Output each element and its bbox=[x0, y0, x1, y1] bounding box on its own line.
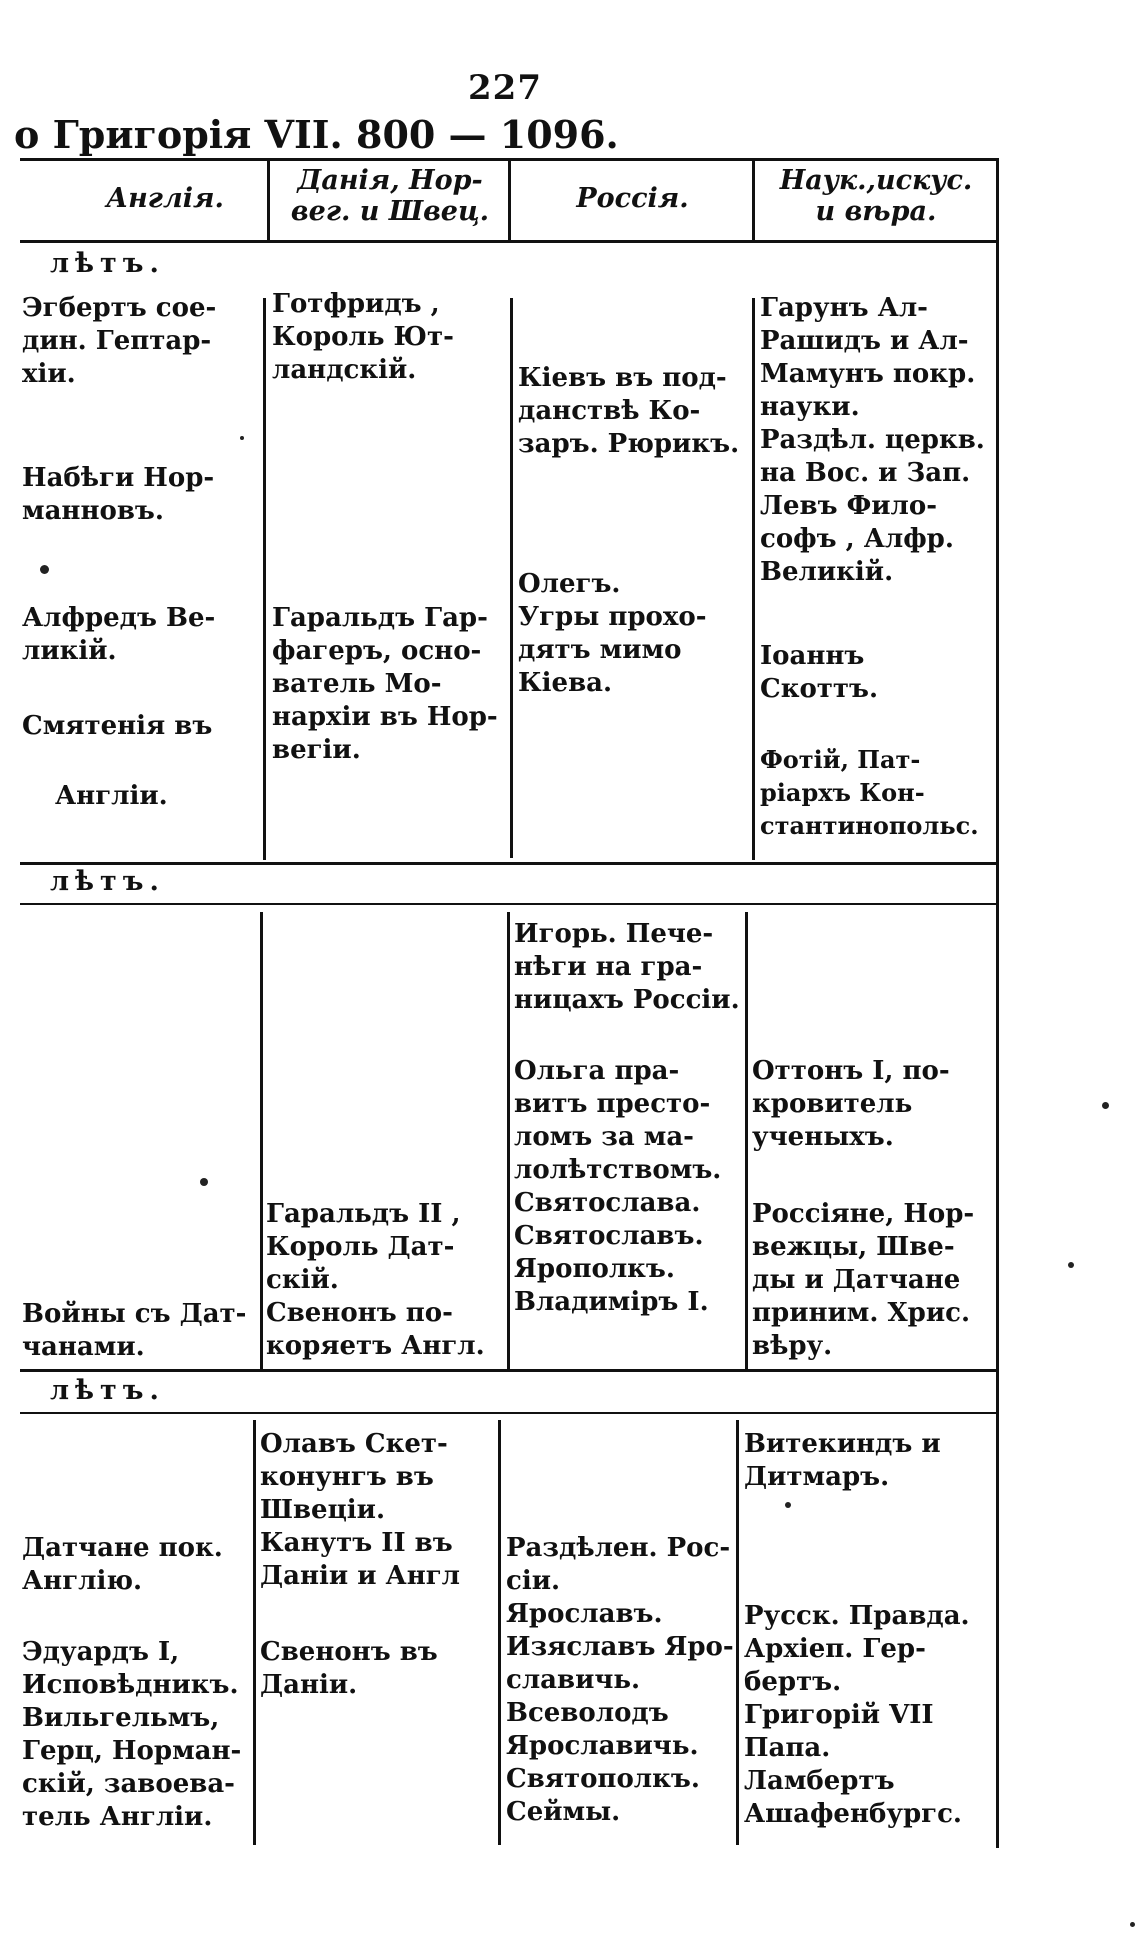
divider-s2-1 bbox=[260, 912, 263, 1370]
column-header-russia: Россія. bbox=[576, 183, 689, 214]
ink-speck bbox=[240, 436, 244, 440]
entry-scandinavia: Гаральдъ Гар- фагеръ, осно- ватель Мо- нархіи въ Нор- вегіи. bbox=[272, 603, 498, 765]
header-bottom-rule bbox=[20, 240, 998, 243]
ink-speck bbox=[200, 1178, 208, 1186]
entry-england: Англіи. bbox=[55, 781, 168, 811]
header-divider-3 bbox=[752, 160, 755, 240]
ink-speck bbox=[1130, 1922, 1135, 1927]
entry-russia: Олегъ. Угры прохо- дятъ мимо Кіева. bbox=[518, 569, 707, 698]
divider-s1-1 bbox=[263, 298, 266, 860]
entry-russia: Ольга пра- витъ престо- ломъ за ма- лолѣтствомъ. Святослава. Святославъ. Ярополкъ. Владиміръ I. bbox=[514, 1056, 722, 1317]
entry-culture: Оттонъ I, по- кровитель ученыхъ. bbox=[752, 1056, 950, 1152]
ink-speck bbox=[40, 565, 49, 574]
entry-culture: Витекиндъ и Дитмаръ. bbox=[744, 1429, 941, 1492]
period-label-3: лѣтъ. bbox=[50, 1375, 165, 1406]
entry-culture: Россіяне, Нор- вежцы, Шве- ды и Датчане приним. Хрис. вѣру. bbox=[752, 1199, 975, 1361]
entry-culture: Гарунъ Ал- Рашидъ и Ал- Мамунъ покр. науки. Раздѣл. церкв. на Вос. и Зап. Левъ Фило- софъ , Алфр. Великій. bbox=[760, 293, 985, 587]
section-rule-1b bbox=[20, 903, 998, 905]
entry-scandinavia: Гаральдъ II , Король Дат- скій. Свенонъ по- коряетъ Англ. bbox=[266, 1199, 485, 1361]
entry-england: Алфредъ Ве- ликій. bbox=[22, 603, 216, 666]
entry-scandinavia: Свенонъ въ Даніи. bbox=[260, 1637, 438, 1700]
divider-s2-2 bbox=[507, 912, 510, 1370]
period-label-2: лѣтъ. bbox=[50, 866, 165, 897]
ink-speck bbox=[1102, 1102, 1109, 1109]
divider-s3-1 bbox=[253, 1420, 256, 1845]
entry-england: Войны съ Дат- чанами. bbox=[22, 1299, 247, 1362]
page-number: 227 bbox=[468, 68, 542, 108]
table-right-border bbox=[996, 158, 999, 1848]
entry-russia: Игорь. Пече- нѣги на гра- ницахъ Россіи. bbox=[514, 919, 740, 1015]
entry-russia: Раздѣлен. Рос- сіи. Ярославъ. Изяславъ Яро- славичь. Всеволодъ Ярославичь. Святополкъ. Сеймы. bbox=[506, 1533, 734, 1827]
entry-scandinavia: Олавъ Скет- конунгъ въ Швеціи. Канутъ II въ Даніи и Англ bbox=[260, 1429, 461, 1591]
section-rule-1 bbox=[20, 862, 998, 865]
divider-s1-2 bbox=[510, 298, 513, 858]
entry-culture: Іоаннъ Скоттъ. bbox=[760, 641, 879, 704]
entry-england: Смятенія въ bbox=[22, 711, 213, 741]
divider-s3-3 bbox=[736, 1420, 739, 1845]
page-heading: о Григорія VII. 800 — 1096. bbox=[14, 112, 619, 157]
entry-england: Набѣги Нор- манновъ. bbox=[22, 463, 215, 526]
period-label-1: лѣтъ. bbox=[50, 248, 165, 279]
entry-culture: Фотій, Пат- ріархъ Кон- стантинопольс. bbox=[760, 745, 979, 840]
entry-culture: Русск. Правда. Архіеп. Гер- бертъ. Григорій VII Папа. Ламбертъ Ашафенбургс. bbox=[744, 1601, 970, 1829]
column-header-scandinavia: Данія, Нор- вег. и Швец. bbox=[290, 165, 490, 227]
ink-speck bbox=[1068, 1262, 1074, 1268]
entry-scandinavia: Готфридъ , Король Ют- ландскій. bbox=[272, 289, 454, 385]
section-rule-2b bbox=[20, 1412, 998, 1414]
header-divider-2 bbox=[508, 160, 511, 240]
entry-england: Эдуардъ I, Исповѣдникъ. Вильгельмъ, Герц, Норман- скій, завоева- тель Англіи. bbox=[22, 1637, 242, 1832]
entry-england: Эгбертъ сое- дин. Гептар- хіи. bbox=[22, 293, 217, 389]
entry-russia: Кіевъ въ под- данствѣ Ко- заръ. Рюрикъ. bbox=[518, 363, 740, 459]
header-divider-1 bbox=[267, 160, 270, 240]
divider-s3-2 bbox=[498, 1420, 501, 1845]
divider-s2-3 bbox=[745, 912, 748, 1370]
divider-s1-3 bbox=[752, 298, 755, 860]
ink-speck bbox=[785, 1502, 791, 1508]
column-header-england: Англія. bbox=[106, 183, 224, 214]
entry-england: Датчане пок. Англію. bbox=[22, 1533, 223, 1596]
column-header-culture: Наук.,искус. и вѣра. bbox=[779, 165, 973, 227]
